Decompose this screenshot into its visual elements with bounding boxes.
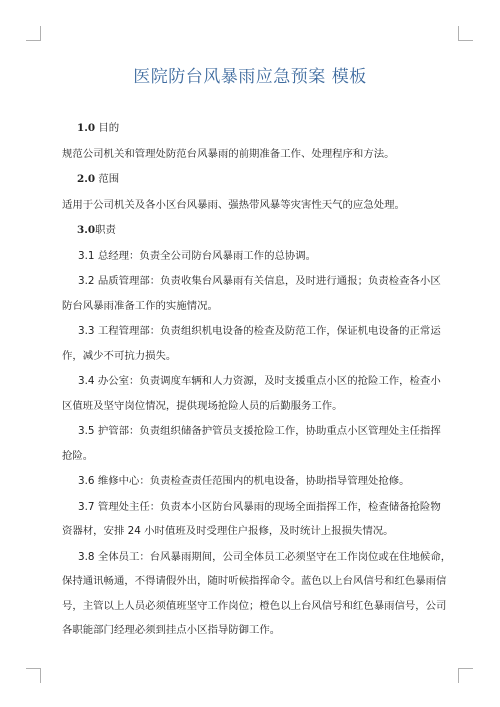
section-number: 2.0 bbox=[77, 173, 96, 185]
section-name: 职责 bbox=[95, 224, 116, 236]
section-body-scope: 适用于公司机关及各小区台风暴雨、强热带风暴等灾害性天气的应急处理。 bbox=[62, 198, 405, 211]
duty-line: 3.1 总经理：负责全公司防台风暴雨工作的总协调。 bbox=[78, 249, 317, 262]
duty-line: 3.6 维修中心：负责检查责任范围内的机电设备，协助指导管理处抢修。 bbox=[78, 475, 410, 487]
document-title: 医院防台风暴雨应急预案 模板 bbox=[133, 67, 367, 87]
crop-mark-bottom-left bbox=[26, 668, 41, 683]
duty-all-staff bbox=[62, 545, 452, 643]
crop-mark-bottom-right bbox=[458, 668, 473, 683]
duty-line: 区值班及坚守岗位情况，提供现场抢险人员的后勤服务工作。 bbox=[62, 399, 343, 412]
duty-management-director bbox=[62, 495, 442, 544]
duty-security-dept bbox=[62, 419, 442, 468]
duty-line: 号，主管以上人员必须值班坚守工作岗位；橙色以上台风信号和红色暴雨信号，公司 bbox=[62, 599, 447, 612]
duty-line: 抢险。 bbox=[62, 449, 94, 462]
section-number: 1.0 bbox=[77, 122, 96, 134]
section-name: 目的 bbox=[98, 122, 120, 134]
duty-quality-dept bbox=[62, 269, 442, 318]
duty-line: 保持通讯畅通，不得请假外出，随时听候指挥命令。蓝色以上台风信号和红色暴雨信 bbox=[62, 575, 447, 587]
section-number: 3.0 bbox=[77, 224, 96, 236]
duty-line: 3.2 品质管理部：负责收集台风暴雨有关信息，及时进行通报；负责检查各小区 bbox=[78, 275, 441, 287]
crop-mark-top-left bbox=[26, 26, 41, 41]
duty-maintenance-center bbox=[62, 469, 442, 494]
duty-line: 3.8 全体员工：台风暴雨期间，公司全体员工必须坚守在工作岗位或在住地候命， bbox=[78, 550, 452, 563]
duty-line: 防台风暴雨准备工作的实施情况。 bbox=[62, 299, 218, 312]
crop-mark-top-right bbox=[458, 26, 473, 41]
section-heading-purpose bbox=[77, 116, 442, 141]
duty-line: 3.7 管理处主任：负责本小区防台风暴雨的现场全面指挥工作，检查储备抢险物 bbox=[78, 500, 441, 513]
document-body bbox=[62, 116, 452, 644]
section-name: 范围 bbox=[98, 173, 120, 185]
duty-line: 各职能部门经理必须到挂点小区指导防御工作。 bbox=[62, 624, 281, 636]
duty-line: 3.3 工程管理部：负责组织机电设备的检查及防范工作，保证机电设备的正常运 bbox=[78, 325, 441, 337]
duty-general-manager bbox=[62, 244, 442, 269]
duty-line: 3.4 办公室：负责调度车辆和人力资源，及时支援重点小区的抢险工作，检查小 bbox=[78, 375, 441, 387]
duty-office bbox=[62, 369, 442, 418]
duty-engineering-dept bbox=[62, 319, 442, 368]
duty-line: 作，减少不可抗力损失。 bbox=[62, 349, 177, 362]
duty-line: 资器材，安排 24 小时值班及时受理住户报修，及时统计上报损失情况。 bbox=[62, 525, 394, 537]
section-heading-duties bbox=[77, 218, 442, 243]
duty-line: 3.5 护管部：负责组织储备护管员支援抢险工作，协助重点小区管理处主任指挥 bbox=[78, 425, 441, 437]
section-heading-scope bbox=[77, 167, 442, 192]
section-body-purpose: 规范公司机关和管理处防范台风暴雨的前期准备工作、处理程序和方法。 bbox=[62, 147, 395, 160]
